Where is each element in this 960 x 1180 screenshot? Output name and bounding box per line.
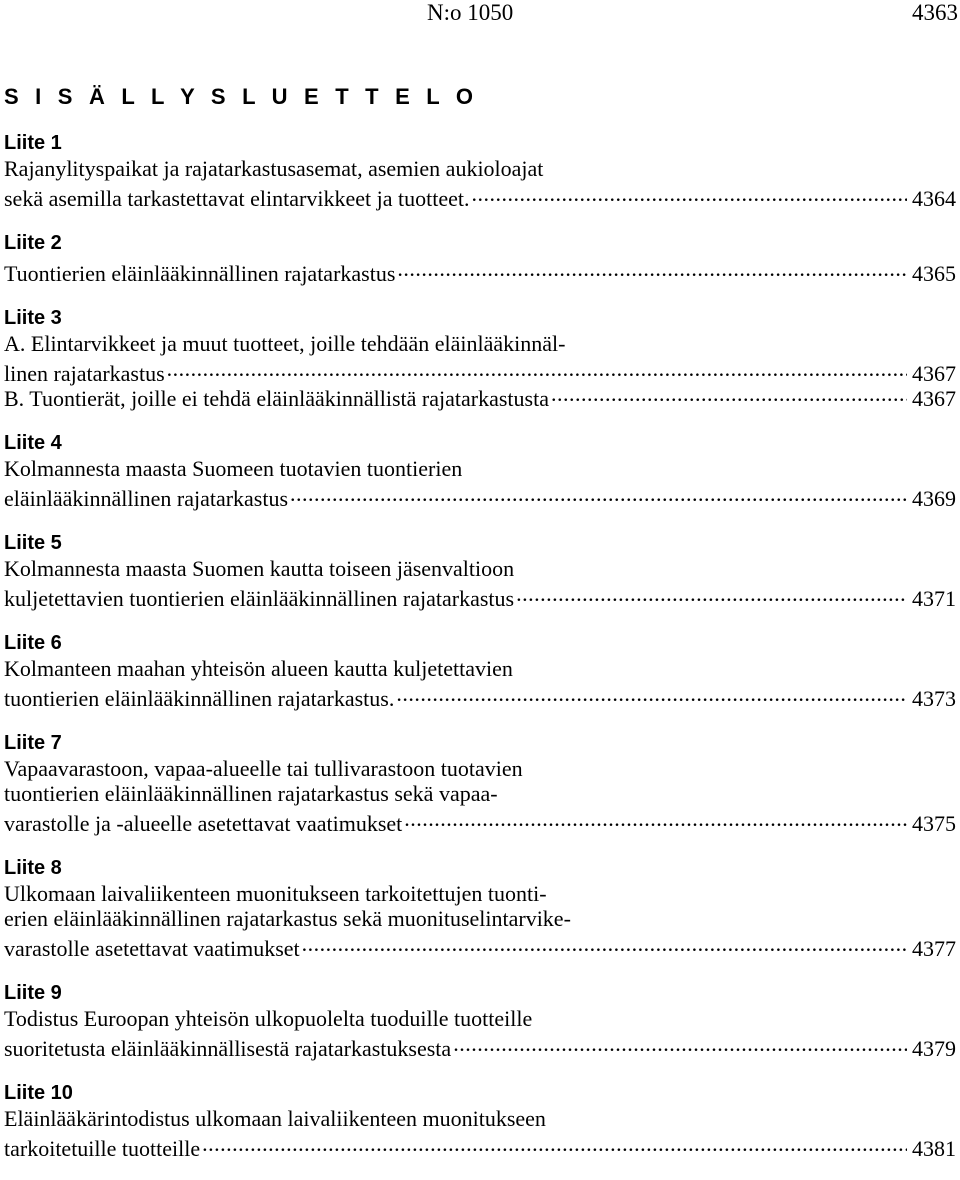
section-heading: Liite 6 [4, 632, 62, 654]
entry-text-line: tarkoitetuille tuotteille [4, 1136, 201, 1161]
entry-text-line: Kolmanteen maahan yhteisön alueen kautta kuljetettavien [4, 656, 513, 681]
entry-page-number: 4371 [912, 586, 956, 611]
page-header [0, 0, 960, 25]
entry-text-line: varastolle asetettavat vaatimukset [4, 936, 300, 961]
entry-text-line: Kolmannesta maasta Suomeen tuotavien tuontierien [4, 456, 463, 481]
entry-text-line: Todistus Euroopan yhteisön ulkopuolelta tuoduille tuotteille [4, 1006, 533, 1031]
entry-page-number: 4381 [912, 1136, 956, 1161]
entry-text-line: Vapaavarastoon, vapaa-alueelle tai tullivarastoon tuotavien [4, 756, 523, 781]
toc-entry [4, 1031, 956, 1061]
entry-page-number: 4367 [912, 361, 956, 386]
entry-text-line: Ulkomaan laivaliikenteen muonitukseen tarkoitettujen tuonti- [4, 881, 547, 906]
dot-leader [167, 356, 907, 381]
toc-section [4, 230, 956, 286]
section-heading: Liite 7 [4, 732, 62, 754]
entry-text-line: sekä asemilla tarkastettavat elintarvikkeet ja tuotteet. [4, 186, 470, 211]
dot-leader [202, 1131, 907, 1156]
dot-leader [551, 381, 907, 406]
section-heading: Liite 5 [4, 532, 62, 554]
section-heading: Liite 1 [4, 132, 62, 154]
entry-text-line: tuontierien eläinlääkinnällinen rajatarkastus sekä vapaa- [4, 781, 498, 806]
section-heading: Liite 8 [4, 857, 62, 879]
page-number: 4363 [912, 0, 958, 25]
entry-page-number: 4365 [912, 261, 956, 286]
dot-leader [453, 1031, 907, 1056]
toc-section [4, 980, 956, 1061]
table-of-contents [4, 130, 956, 1180]
toc-title: S I S Ä L L Y S L U E T T E L O [4, 84, 479, 109]
entry-page-number: 4377 [912, 936, 956, 961]
toc-section [4, 855, 956, 961]
document-number: N:o 1050 [427, 0, 514, 25]
toc-entry [4, 356, 956, 386]
toc-entry [4, 481, 956, 511]
dot-leader [302, 931, 907, 956]
toc-entry [4, 931, 956, 961]
section-heading: Liite 3 [4, 307, 62, 329]
toc-section [4, 530, 956, 611]
entry-text-line: suoritetusta eläinlääkinnällisestä rajatarkastuksesta [4, 1036, 452, 1061]
toc-entry [4, 581, 956, 611]
toc-entry [4, 256, 956, 286]
toc-entry [4, 181, 956, 211]
dot-leader [396, 681, 907, 706]
entry-text-line: erien eläinlääkinnällinen rajatarkastus sekä muonituselintarvike- [4, 906, 571, 931]
toc-section [4, 1080, 956, 1161]
toc-section [4, 630, 956, 711]
entry-page-number: 4379 [912, 1036, 956, 1061]
toc-section [4, 730, 956, 836]
dot-leader [471, 181, 907, 206]
entry-text-line: linen rajatarkastus [4, 361, 165, 386]
entry-text-line: Tuontierien eläinlääkinnällinen rajatarkastus [4, 261, 396, 286]
entry-text-line: eläinlääkinnällinen rajatarkastus [4, 486, 289, 511]
section-heading: Liite 2 [4, 232, 62, 254]
section-heading: Liite 10 [4, 1082, 73, 1104]
entry-text-line: varastolle ja -alueelle asetettavat vaatimukset [4, 811, 403, 836]
entry-page-number: 4375 [912, 811, 956, 836]
entry-page-number: 4364 [912, 186, 956, 211]
dot-leader [397, 256, 907, 281]
entry-page-number: 4367 [912, 386, 956, 411]
entry-text-line: Rajanylityspaikat ja rajatarkastusasemat, asemien aukioloajat [4, 156, 544, 181]
section-heading: Liite 9 [4, 982, 62, 1004]
dot-leader [404, 806, 907, 831]
toc-section [4, 305, 956, 411]
dot-leader [290, 481, 907, 506]
toc-section [4, 430, 956, 511]
toc-section [4, 130, 956, 211]
entry-text-line: Kolmannesta maasta Suomen kautta toiseen jäsenvaltioon [4, 556, 515, 581]
dot-leader [516, 581, 907, 606]
entry-page-number: 4369 [912, 486, 956, 511]
toc-entry [4, 1131, 956, 1161]
entry-text-line: Eläinlääkärintodistus ulkomaan laivaliikenteen muonitukseen [4, 1106, 546, 1131]
entry-text-line: B. Tuontierät, joille ei tehdä eläinlääkinnällistä rajatarkastusta [4, 386, 549, 411]
toc-entry [4, 806, 956, 836]
entry-text-line: tuontierien eläinlääkinnällinen rajatarkastus. [4, 686, 395, 711]
entry-text-line: kuljetettavien tuontierien eläinlääkinnällinen rajatarkastus [4, 586, 515, 611]
section-heading: Liite 4 [4, 432, 62, 454]
entry-page-number: 4373 [912, 686, 956, 711]
toc-entry [4, 681, 956, 711]
entry-text-line: A. Elintarvikkeet ja muut tuotteet, joille tehdään eläinlääkinnäl- [4, 331, 566, 356]
